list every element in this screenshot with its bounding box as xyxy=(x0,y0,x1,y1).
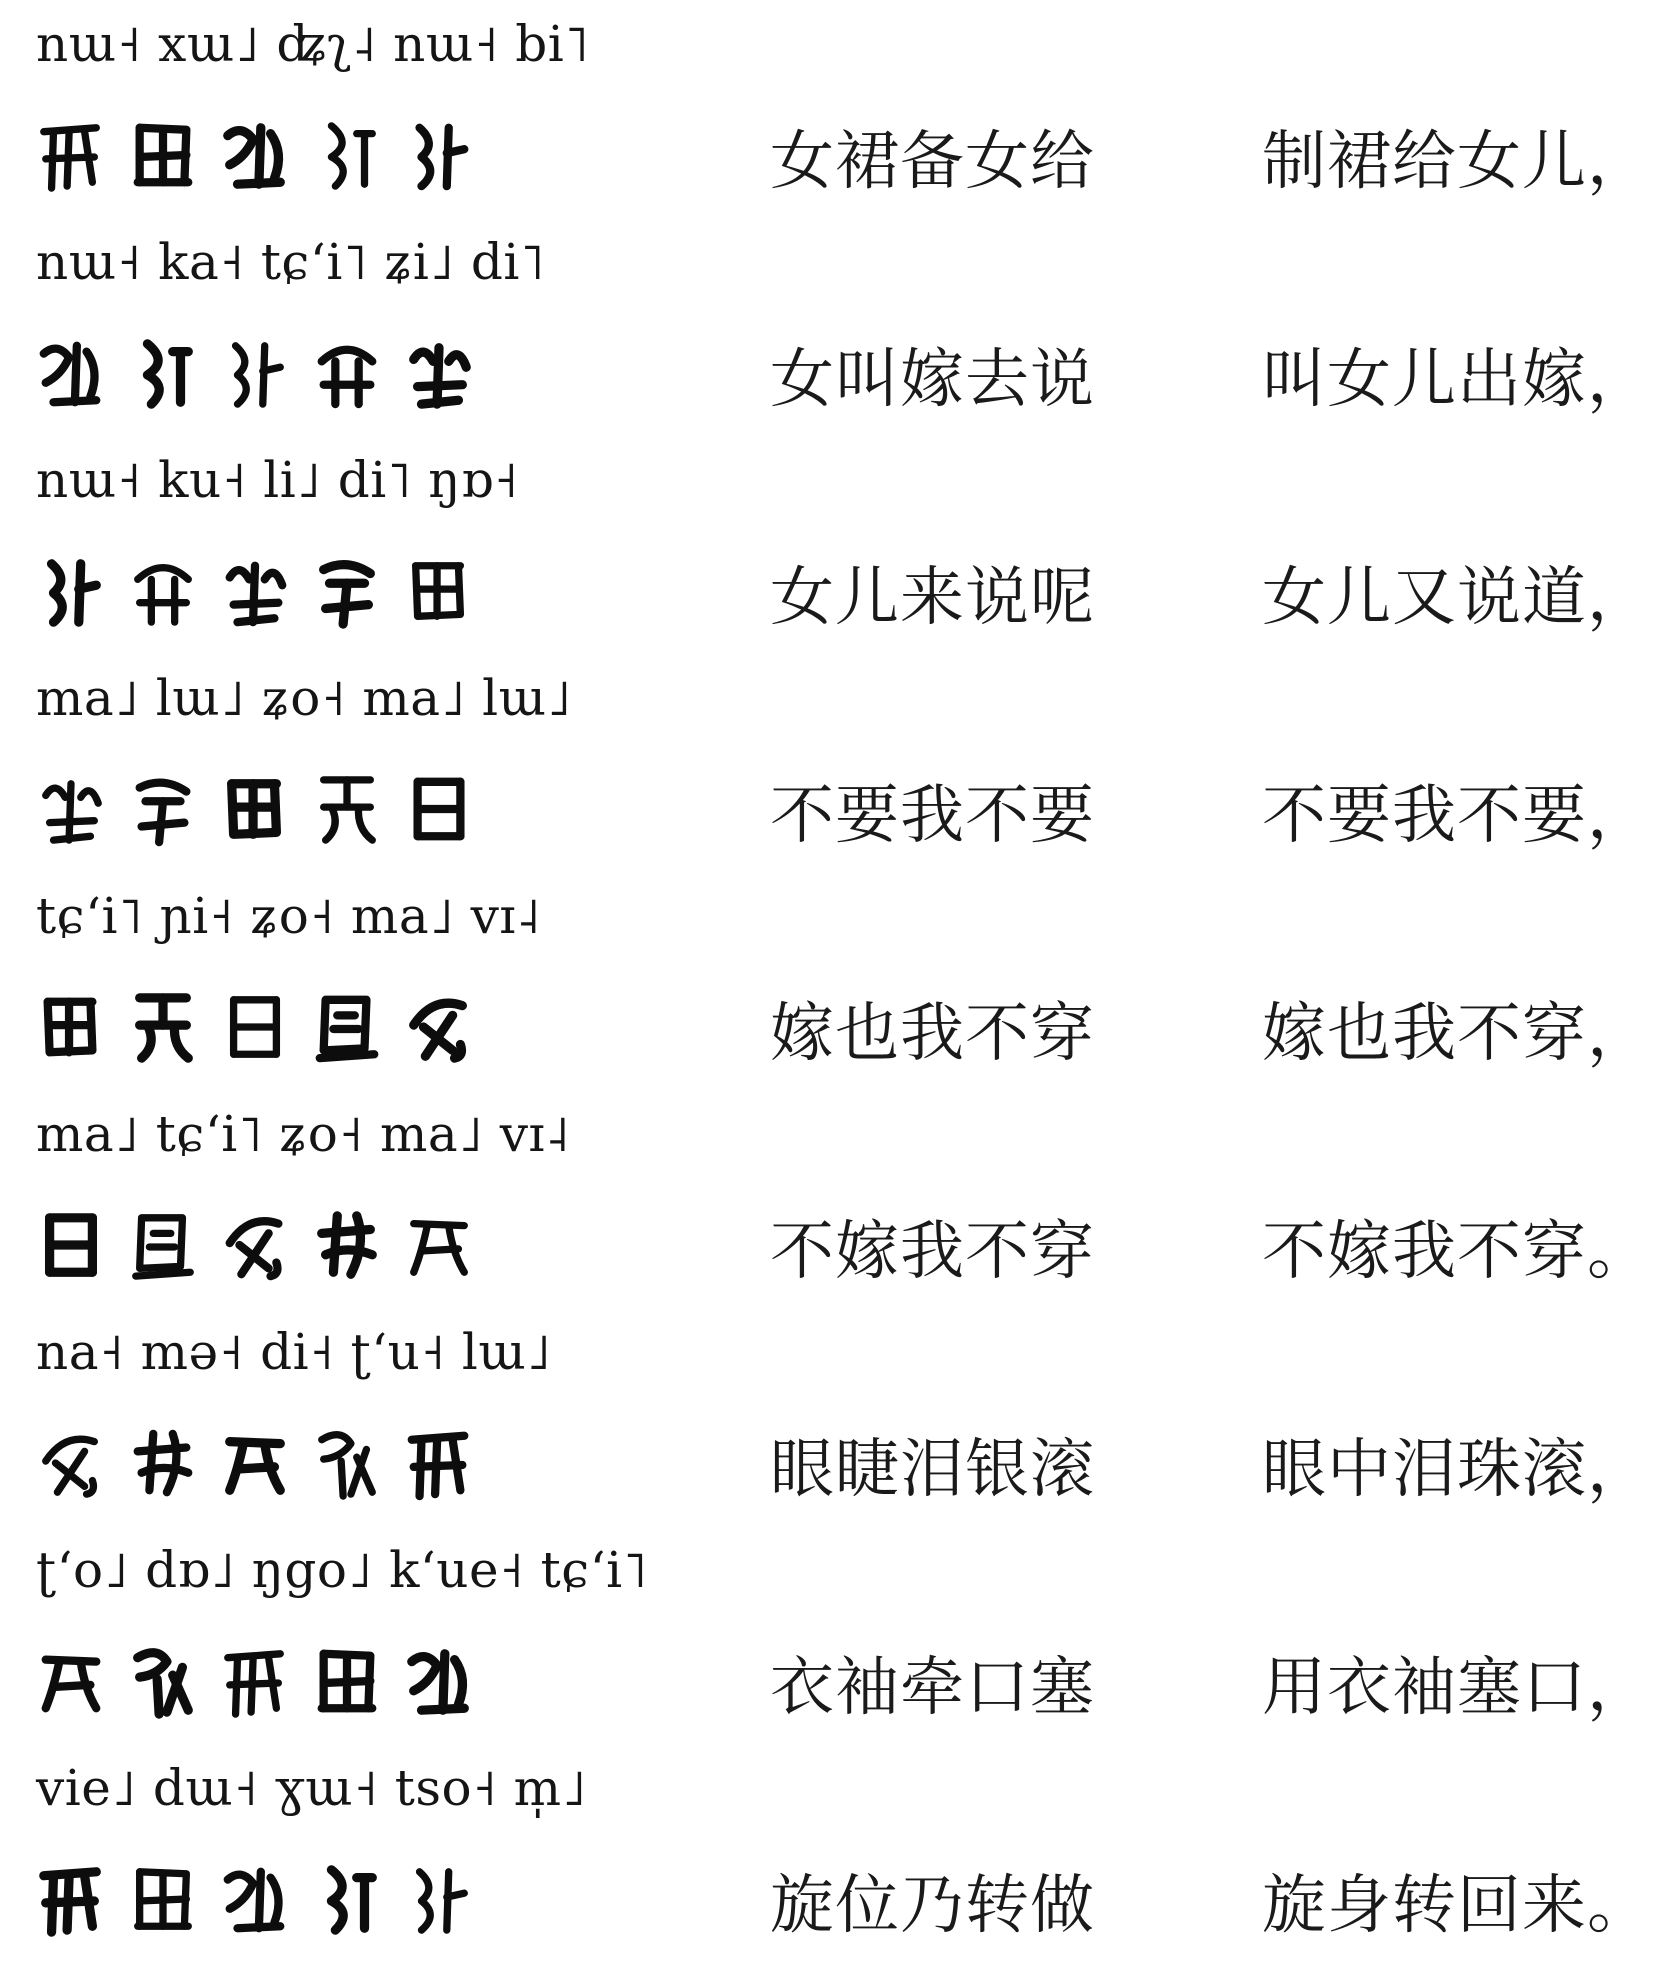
ipa-transcription: ma˩ tɕʻi˥ ʑo˧ ma˩ vɪ˨ xyxy=(36,1105,571,1163)
nushu-glyph xyxy=(128,1422,198,1506)
verse-row xyxy=(0,654,1674,872)
ipa-transcription: tɕʻi˥ ɲi˧ ʑo˧ ma˩ vɪ˨ xyxy=(36,887,542,945)
nushu-glyph xyxy=(312,1858,382,1942)
nushu-glyph xyxy=(404,1204,474,1288)
nushu-glyph xyxy=(128,1204,198,1288)
ipa-transcription: ʈʻo˩ dɒ˩ ŋgo˩ kʻue˧ tɕʻi˥ xyxy=(36,1541,648,1599)
nushu-glyph xyxy=(220,550,290,634)
free-translation: 不要我不要， xyxy=(1262,779,1652,853)
free-translation: 眼中泪珠滚， xyxy=(1262,1433,1652,1507)
literal-translation: 旋位乃转做 xyxy=(770,1869,1095,1943)
ipa-transcription: nɯ˧ ku˧ li˩ di˥ ŋɒ˧ xyxy=(36,451,519,509)
literal-translation: 衣袖牵口塞 xyxy=(770,1651,1095,1725)
nushu-script-line xyxy=(36,762,474,858)
nushu-glyph xyxy=(404,550,474,634)
free-translation: 叫女儿出嫁， xyxy=(1262,343,1652,417)
nushu-glyph xyxy=(220,1640,290,1724)
nushu-glyph xyxy=(312,768,382,852)
nushu-glyph xyxy=(404,1422,474,1506)
nushu-glyph xyxy=(312,550,382,634)
nushu-glyph xyxy=(312,1422,382,1506)
nushu-script-line xyxy=(36,108,474,204)
verse-row xyxy=(0,436,1674,654)
nushu-glyph xyxy=(220,986,290,1070)
nushu-glyph xyxy=(36,1640,106,1724)
literal-translation: 不嫁我不穿 xyxy=(770,1215,1095,1289)
nushu-glyph xyxy=(36,1204,106,1288)
literal-translation: 嫁也我不穿 xyxy=(770,997,1095,1071)
literal-translation: 眼睫泪银滚 xyxy=(770,1433,1095,1507)
ipa-transcription: na˧ mə˧ di˧ ʈʻu˧ lɯ˩ xyxy=(36,1323,552,1381)
nushu-glyph xyxy=(220,1422,290,1506)
nushu-glyph xyxy=(404,986,474,1070)
literal-translation: 女儿来说呢 xyxy=(770,561,1095,635)
verse-row xyxy=(0,218,1674,436)
verse-row xyxy=(0,1744,1674,1962)
literal-translation: 不要我不要 xyxy=(770,779,1095,853)
nushu-glyph xyxy=(404,768,474,852)
nushu-glyph xyxy=(36,768,106,852)
nushu-glyph xyxy=(220,1858,290,1942)
nushu-glyph xyxy=(36,332,106,416)
nushu-glyph xyxy=(36,986,106,1070)
verse-row xyxy=(0,1308,1674,1526)
nushu-script-line xyxy=(36,544,474,640)
nushu-glyph xyxy=(36,1858,106,1942)
nushu-glyph xyxy=(404,1640,474,1724)
ipa-transcription: nɯ˧ ka˧ tɕʻi˥ ʑi˩ di˥ xyxy=(36,233,546,291)
free-translation: 用衣袖塞口， xyxy=(1262,1651,1652,1725)
nushu-glyph xyxy=(312,1204,382,1288)
nushu-glyph xyxy=(128,986,198,1070)
literal-translation: 女叫嫁去说 xyxy=(770,343,1095,417)
nushu-script-line xyxy=(36,1634,474,1730)
nushu-script-line xyxy=(36,1198,474,1294)
free-translation: 旋身转回来。 xyxy=(1262,1869,1652,1943)
nushu-glyph xyxy=(220,1204,290,1288)
verse-row xyxy=(0,0,1674,218)
free-translation: 不嫁我不穿。 xyxy=(1262,1215,1652,1289)
nushu-glyph xyxy=(128,768,198,852)
nushu-glyph xyxy=(220,332,290,416)
ipa-transcription: nɯ˧ xɯ˩ ʥʅ˨ nɯ˧ bi˥ xyxy=(36,15,590,73)
nushu-script-line xyxy=(36,326,474,422)
nushu-glyph xyxy=(128,550,198,634)
free-translation: 嫁也我不穿， xyxy=(1262,997,1652,1071)
free-translation: 制裙给女儿， xyxy=(1262,125,1652,199)
ipa-transcription: vie˩ dɯ˧ ɣɯ˧ tso˧ m̩˩ xyxy=(36,1759,587,1817)
nushu-glyph xyxy=(128,1858,198,1942)
nushu-glyph xyxy=(128,332,198,416)
verse-row xyxy=(0,1526,1674,1744)
nushu-glyph xyxy=(128,1640,198,1724)
nushu-glyph xyxy=(404,1858,474,1942)
literal-translation: 女裙备女给 xyxy=(770,125,1095,199)
verse-row xyxy=(0,1090,1674,1308)
nushu-glyph xyxy=(128,114,198,198)
nushu-glyph xyxy=(220,114,290,198)
nushu-glyph xyxy=(312,986,382,1070)
verse-row xyxy=(0,872,1674,1090)
nushu-script-line xyxy=(36,980,474,1076)
ipa-transcription: ma˩ lɯ˩ ʑo˧ ma˩ lɯ˩ xyxy=(36,669,572,727)
nushu-glyph xyxy=(36,114,106,198)
nushu-glyph xyxy=(404,114,474,198)
free-translation: 女儿又说道， xyxy=(1262,561,1652,635)
nushu-glyph xyxy=(312,332,382,416)
nushu-glyph xyxy=(312,1640,382,1724)
nushu-glyph xyxy=(220,768,290,852)
nushu-glyph xyxy=(404,332,474,416)
nushu-script-line xyxy=(36,1416,474,1512)
nushu-glyph xyxy=(36,550,106,634)
nushu-script-line xyxy=(36,1852,474,1948)
nushu-glyph xyxy=(312,114,382,198)
nushu-glyph xyxy=(36,1422,106,1506)
